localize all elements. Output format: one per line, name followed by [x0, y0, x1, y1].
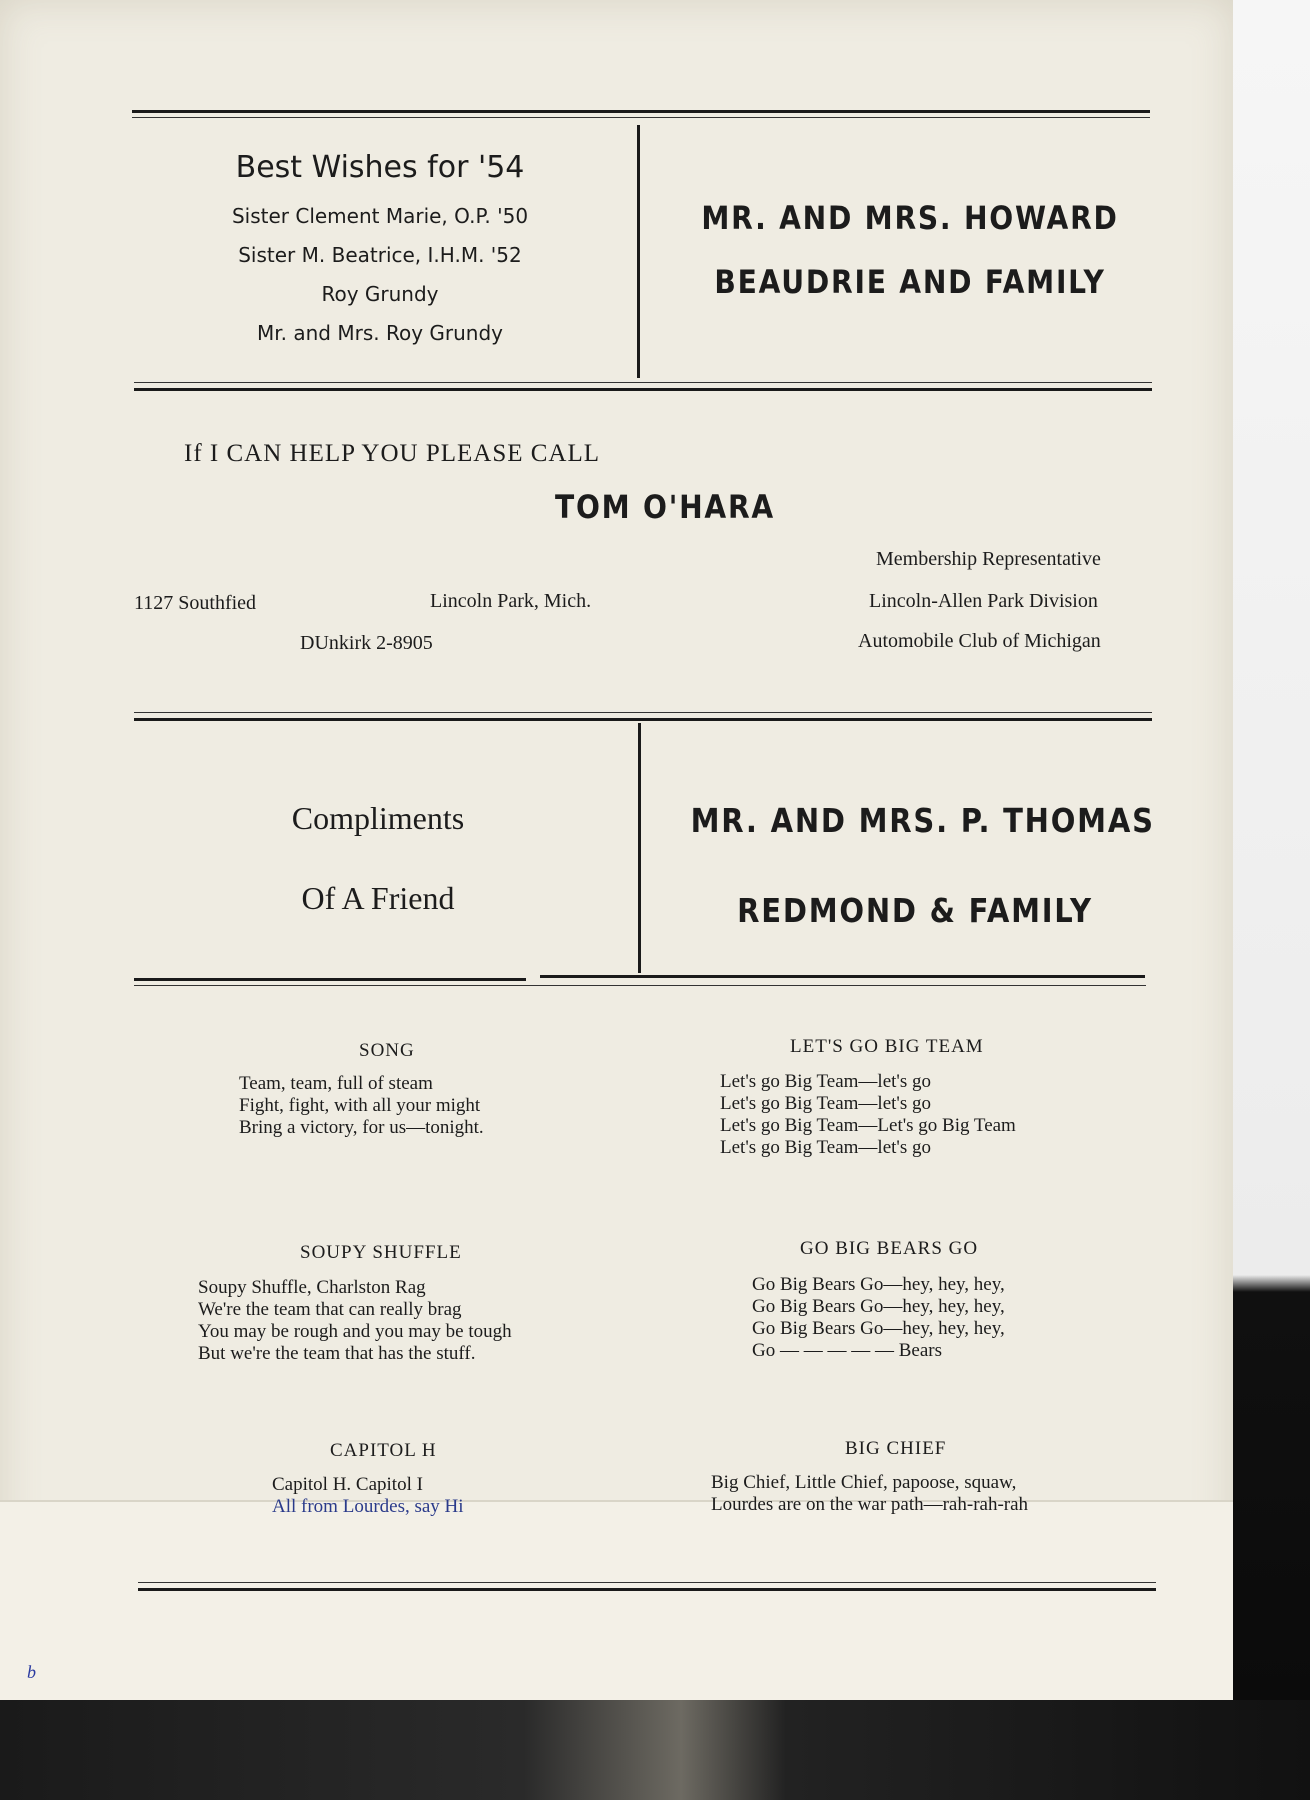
lyric-line: Go — — — — — Bears: [752, 1340, 942, 1361]
divider-top: [637, 125, 640, 378]
ohara-city: Lincoln Park, Mich.: [430, 590, 592, 612]
rule-top-inner: [132, 117, 1150, 118]
page-mark: b: [27, 1662, 36, 1682]
ohara-club: Automobile Club of Michigan: [858, 630, 1101, 652]
lets-go-lyrics: [720, 1071, 1016, 1159]
redmond-line2: REDMOND & FAMILY: [737, 891, 1093, 930]
bears-title: GO BIG BEARS GO: [800, 1238, 979, 1259]
rule-bottom: [138, 1588, 1156, 1591]
rule-mid2-inner: [134, 712, 1152, 713]
lyric-line: Let's go Big Team—let's go: [720, 1093, 931, 1114]
lyric-line: Lourdes are on the war path—rah-rah-rah: [711, 1494, 1029, 1515]
compliments-line2: Of A Friend: [301, 880, 455, 916]
capitol-title: CAPITOL H: [330, 1440, 437, 1461]
soupy-lyrics: [198, 1277, 512, 1365]
soupy-title: SOUPY SHUFFLE: [300, 1242, 462, 1263]
lyric-line: Fight, fight, with all your might: [239, 1095, 481, 1116]
lyric-line: Capitol H. Capitol I: [272, 1474, 423, 1495]
lyric-line: Let's go Big Team—let's go: [720, 1071, 931, 1092]
chief-title: BIG CHIEF: [845, 1438, 947, 1459]
rule-mid3-right: [540, 975, 1145, 978]
scanner-background: [1233, 0, 1310, 1700]
ohara-role: Membership Representative: [876, 548, 1101, 570]
lyric-line: Let's go Big Team—Let's go Big Team: [720, 1115, 1016, 1136]
compliments-block: [218, 778, 538, 938]
rule-mid1: [134, 388, 1152, 391]
song-lyrics: [239, 1073, 484, 1139]
lyric-line: Team, team, full of steam: [239, 1073, 433, 1094]
best-wishes-title: Best Wishes for '54: [235, 150, 525, 185]
lyric-line: All from Lourdes, say Hi: [272, 1496, 464, 1517]
rule-mid1-inner: [134, 382, 1152, 383]
redmond-line1: MR. AND MRS. P. THOMAS: [690, 801, 1155, 840]
rule-mid3-left: [134, 978, 526, 981]
ohara-phone: DUnkirk 2-8905: [300, 632, 433, 654]
rule-bottom-inner: [138, 1582, 1156, 1583]
ohara-name: TOM O'HARA: [554, 488, 775, 526]
lyric-line: Soupy Shuffle, Charlston Rag: [198, 1277, 426, 1298]
ohara-address: 1127 Southfied: [134, 592, 257, 614]
beaudrie-line2: BEAUDRIE AND FAMILY: [714, 263, 1106, 301]
lyric-line: We're the team that can really brag: [198, 1299, 462, 1320]
rule-top: [132, 110, 1150, 113]
lyric-line: Let's go Big Team—let's go: [720, 1137, 931, 1158]
best-wishes-line: Mr. and Mrs. Roy Grundy: [257, 321, 503, 345]
bears-lyrics: [752, 1274, 1005, 1362]
best-wishes-line: Roy Grundy: [321, 282, 439, 306]
beaudrie-block: [650, 186, 1170, 314]
lyric-line: You may be rough and you may be tough: [198, 1321, 512, 1342]
scanner-bottom-shadow: [0, 1700, 1310, 1800]
beaudrie-line1: MR. AND MRS. HOWARD: [701, 199, 1119, 237]
rule-mid3-inner: [134, 985, 1146, 986]
ohara-call-line: If I CAN HELP YOU PLEASE CALL: [184, 440, 601, 467]
capitol-lyrics: [272, 1474, 464, 1518]
lyric-line: Bring a victory, for us—tonight.: [239, 1117, 484, 1138]
best-wishes-line: Sister M. Beatrice, I.H.M. '52: [238, 243, 522, 267]
song-title: SONG: [359, 1040, 415, 1061]
best-wishes-line: Sister Clement Marie, O.P. '50: [231, 204, 529, 228]
lyric-line: Big Chief, Little Chief, papoose, squaw,: [711, 1472, 1017, 1493]
paper-fold: [0, 1500, 1233, 1702]
redmond-block: [660, 776, 1170, 956]
lyric-line: Go Big Bears Go—hey, hey, hey,: [752, 1274, 1005, 1295]
divider-middle: [638, 723, 641, 973]
best-wishes-block: [160, 150, 600, 353]
compliments-line1: Compliments: [291, 800, 465, 836]
ohara-division: Lincoln-Allen Park Division: [869, 590, 1098, 612]
rule-mid2: [134, 718, 1152, 721]
lyric-line: Go Big Bears Go—hey, hey, hey,: [752, 1318, 1005, 1339]
chief-lyrics: [711, 1472, 1028, 1516]
lyric-line: But we're the team that has the stuff.: [198, 1343, 476, 1364]
lyric-line: Go Big Bears Go—hey, hey, hey,: [752, 1296, 1005, 1317]
lets-go-title: LET'S GO BIG TEAM: [790, 1036, 984, 1057]
